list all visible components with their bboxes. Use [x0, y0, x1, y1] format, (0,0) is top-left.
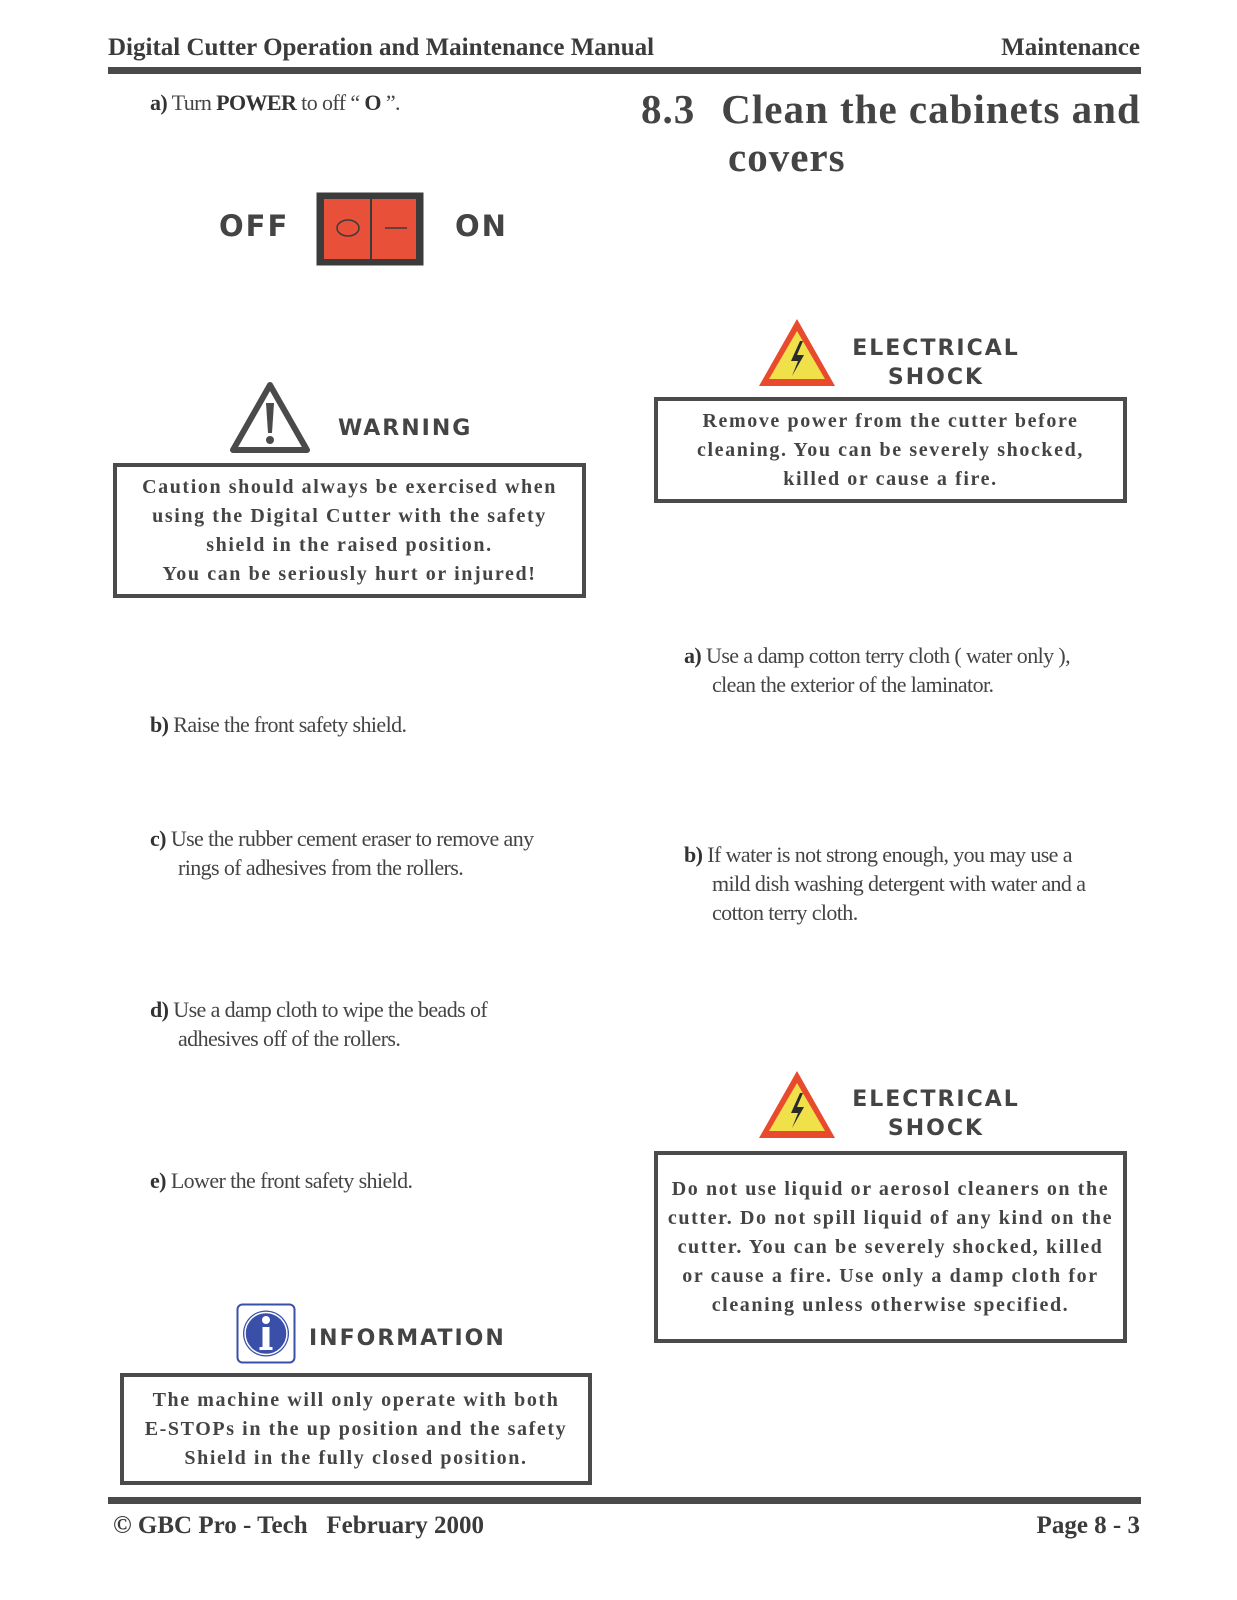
power-word: POWER — [216, 90, 297, 115]
information-line: E-STOPs in the up position and the safety — [144, 1417, 568, 1440]
shock-label-line: ELECTRICAL — [852, 336, 1020, 361]
electrical-shock-icon — [756, 316, 838, 389]
step-letter: b) — [150, 712, 169, 737]
step-letter: e) — [150, 1168, 166, 1193]
off-symbol: O — [364, 90, 381, 115]
shock-line: cleaning unless otherwise specified. — [711, 1293, 1070, 1316]
warning-line: You can be seriously hurt or injured! — [162, 562, 537, 585]
information-icon — [236, 1303, 296, 1364]
page-number: Page 8 - 3 — [1036, 1512, 1140, 1539]
step-text: ”. — [380, 90, 400, 115]
shock-box-remove-power — [654, 397, 1127, 503]
step-text: to off “ — [296, 90, 365, 115]
section-heading-continued: covers — [728, 134, 846, 180]
shock-label-line: ELECTRICAL — [852, 1087, 1020, 1112]
step-d-wipe-rollers — [150, 995, 487, 1053]
step-letter: a) — [150, 90, 168, 115]
shock-label — [846, 334, 1026, 392]
switch-off-label: OFF — [219, 209, 290, 243]
step-letter: d) — [150, 997, 169, 1022]
shock-line: cleaning. You can be severely shocked, — [697, 438, 1084, 461]
electrical-shock-icon — [756, 1068, 838, 1141]
step-text: clean the exterior of the laminator. — [712, 672, 994, 697]
footer-rule — [108, 1497, 1141, 1504]
shock-line: Remove power from the cutter before — [702, 409, 1079, 432]
step-a-turn-power — [150, 88, 400, 117]
shock-line: Do not use liquid or aerosol cleaners on the — [671, 1177, 1110, 1200]
step-letter: b) — [684, 842, 703, 867]
section-number: 8.3 — [641, 86, 696, 132]
step-text: Use the rubber cement eraser to remove any — [170, 826, 534, 851]
shock-line: cutter. Do not spill liquid of any kind on the — [667, 1206, 1114, 1229]
warning-line: shield in the raised position. — [206, 533, 493, 556]
switch-on-label: ON — [455, 209, 508, 243]
step-text: Use a damp cloth to wipe the beads of — [173, 997, 488, 1022]
warning-label: WARNING — [338, 416, 473, 441]
step-b-detergent — [684, 840, 1085, 927]
step-text: cotton terry cloth. — [712, 900, 858, 925]
section-title-line: Clean the cabinets and — [721, 86, 1141, 132]
information-line: Shield in the fully closed position. — [184, 1446, 528, 1469]
step-text: If water is not strong enough, you may use a — [707, 842, 1072, 867]
warning-box — [113, 463, 586, 598]
shock-line: killed or cause a fire. — [783, 467, 998, 490]
section-heading — [641, 85, 1141, 133]
step-text: Use a damp cotton terry cloth ( water only ), — [706, 643, 1071, 668]
warning-triangle-icon — [229, 381, 311, 454]
shock-line: cutter. You can be severely shocked, killed — [677, 1235, 1104, 1258]
step-c-remove-adhesive — [150, 824, 534, 882]
warning-line: using the Digital Cutter with the safety — [152, 504, 547, 527]
information-label: INFORMATION — [309, 1326, 506, 1351]
shock-box-no-liquid — [654, 1151, 1127, 1343]
shock-label — [846, 1085, 1026, 1143]
step-text: Raise the front safety shield. — [173, 712, 407, 737]
step-a-damp-cloth — [684, 641, 1070, 699]
shock-line: or cause a fire. Use only a damp cloth for — [682, 1264, 1099, 1287]
information-box — [120, 1373, 592, 1485]
step-e-lower-shield — [150, 1166, 412, 1195]
step-text: mild dish washing detergent with water and a — [712, 871, 1086, 896]
step-b-raise-shield — [150, 710, 406, 739]
step-letter: a) — [684, 643, 702, 668]
information-line: The machine will only operate with both — [152, 1388, 560, 1411]
shock-label-line: SHOCK — [887, 365, 985, 390]
step-text: adhesives off of the rollers. — [178, 1026, 401, 1051]
shock-label-line: SHOCK — [887, 1116, 985, 1141]
step-letter: c) — [150, 826, 166, 851]
document-title: Digital Cutter Operation and Maintenance Manual — [108, 34, 655, 61]
section-name: Maintenance — [1001, 34, 1140, 61]
footer-copyright: © GBC Pro - Tech February 2000 — [113, 1512, 484, 1539]
warning-line: Caution should always be exercised when — [142, 475, 557, 498]
step-text: rings of adhesives from the rollers. — [178, 855, 464, 880]
header-rule — [108, 67, 1141, 74]
step-text: Turn — [171, 90, 217, 115]
step-text: Lower the front safety shield. — [170, 1168, 413, 1193]
power-switch-icon — [315, 191, 425, 267]
